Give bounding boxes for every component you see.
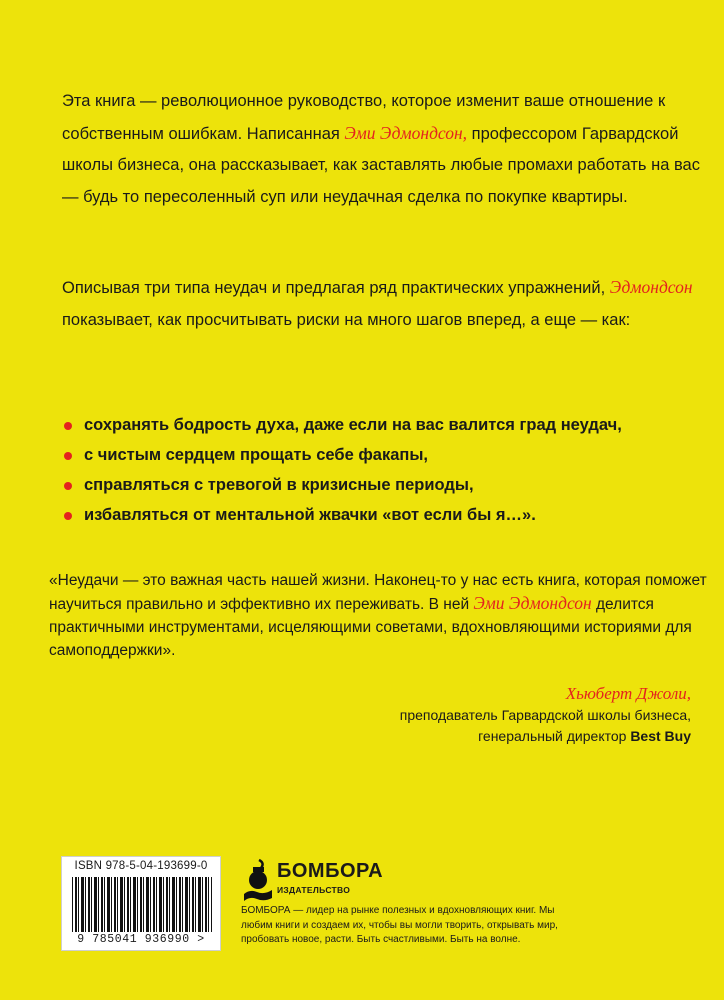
reviewer-role: преподаватель Гарвардской школы бизнеса,: [399, 707, 691, 723]
reviewer-name: Хьюберт Джоли,: [565, 684, 691, 703]
list-item: [64, 410, 622, 440]
method-paragraph: [62, 272, 702, 336]
list-item-text: справляться с тревогой в кризисные периоды,: [84, 476, 474, 494]
publisher-description: БОМБОРА — лидер на рынке полезных и вдохновляющих книг. Мы любим книги и создаем их, чтобы вы могли творить, открывать мир, пробовать новое, расти. Быть счастливыми. Быть на волне.: [241, 905, 558, 945]
method-text-2: показывает, как просчитывать риски на много шагов вперед, а еще — как:: [62, 310, 631, 329]
list-item-text: с чистым сердцем прощать себе факапы,: [84, 446, 429, 464]
quote-author-highlight: Эми Эдмондсон: [473, 593, 592, 613]
bullet-dot-icon: [64, 482, 72, 490]
quote-text-1: «Неудачи — это важная часть нашей жизни. Наконец-то у нас есть книга, которая поможет научиться правильно и эффективно их переживать. В ней: [49, 572, 707, 613]
author-surname-highlight: Эдмондсон: [609, 277, 693, 297]
bullet-dot-icon: [64, 422, 72, 430]
review-quote: [49, 569, 709, 662]
list-item: [64, 500, 622, 530]
list-item-text: избавляться от ментальной жвачки «вот если бы я…».: [84, 506, 536, 524]
intro-text-1: Эта книга — революционное руководство, которое изменит ваше отношение к собственным ошибкам. Написанная: [62, 92, 666, 143]
publisher-subtitle: ИЗДАТЕЛЬСТВО: [277, 885, 351, 895]
quote-text-2: делится практичными инструментами, исцеляющими советами, вдохновляющими историями для самоподдержки».: [49, 596, 692, 659]
barcode-panel: [61, 856, 221, 951]
bullet-dot-icon: [64, 512, 72, 520]
method-text-1: Описывая три типа неудач и предлагая ряд практических упражнений,: [62, 279, 610, 297]
barcode-bars: [72, 877, 212, 932]
isbn-label: ISBN 978-5-04-193699-0: [74, 860, 208, 872]
publisher-bomb-icon: [241, 858, 275, 902]
list-item-text: сохранять бодрость духа, даже если на вас валится град неудач,: [84, 416, 622, 434]
author-name-highlight: Эми Эдмондсон,: [344, 122, 468, 143]
quote-attribution: [400, 682, 691, 747]
reviewer-position: [400, 726, 691, 747]
publisher-logo: [241, 858, 384, 902]
reviewer-company: Best Buy: [630, 728, 691, 744]
list-item: [64, 440, 622, 470]
bullet-dot-icon: [64, 452, 72, 460]
intro-paragraph: [62, 86, 702, 213]
list-item: [64, 470, 622, 500]
reviewer-position-prefix: генеральный директор: [478, 728, 631, 744]
benefits-list: [64, 410, 622, 530]
barcode-digits: 9 785041 936990 >: [77, 933, 205, 946]
publisher-name: БОМБОРА: [277, 860, 384, 882]
intro-text-2: профессором Гарвардской школы бизнеса, она рассказывает, как заставлять любые промахи работать на вас — будь то пересоленный суп или неудачная сделка по покупке квартиры.: [62, 124, 700, 206]
